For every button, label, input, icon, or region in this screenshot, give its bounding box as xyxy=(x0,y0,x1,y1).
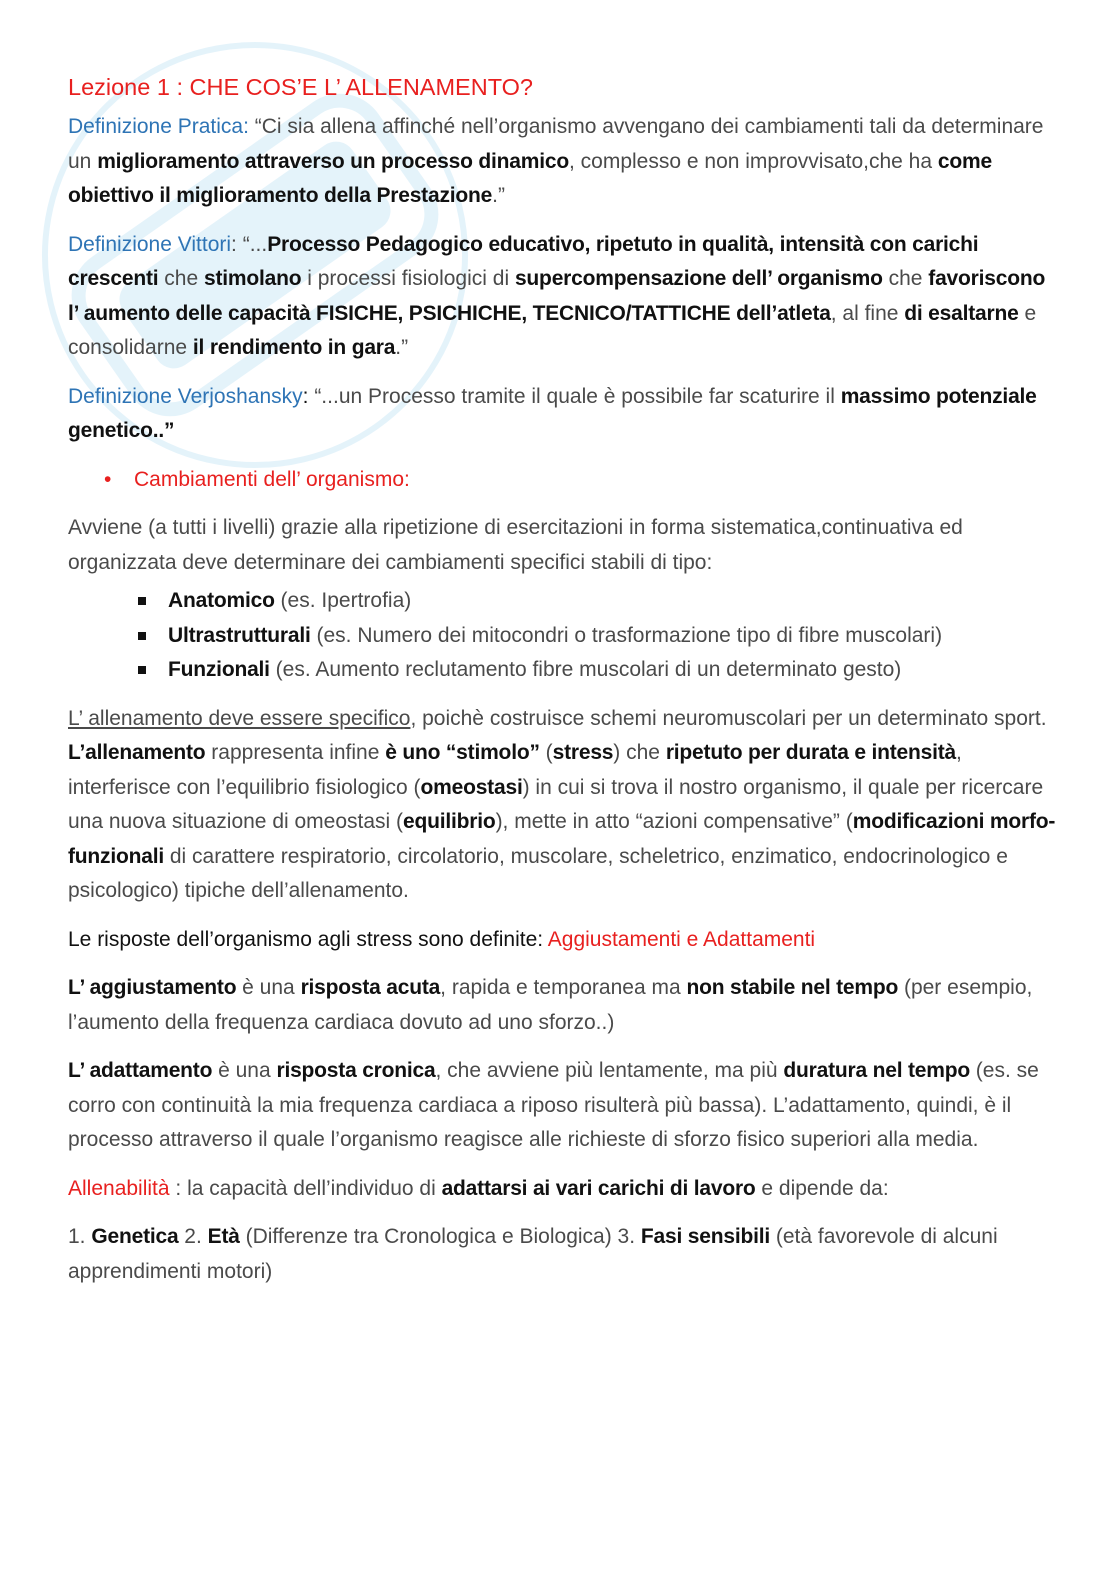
section-heading-cambiamenti xyxy=(68,463,1058,498)
text: “...un Processo tramite il quale è possibile far scaturire il xyxy=(308,384,841,408)
text: : “... xyxy=(231,232,268,256)
document-page xyxy=(68,70,1058,1303)
bold-text: duratura nel tempo xyxy=(783,1059,970,1082)
bold-text: ripetuto per durata e intensità xyxy=(665,741,956,764)
text: (per esempio, l’aumento della frequenza cardiaca dovuto ad uno sforzo..) xyxy=(68,976,1033,1034)
cambiamenti-intro: Avviene (a tutti i livelli) grazie alla ripetizione di esercitazioni in forma sistematica,continuativa ed organizzata deve determinare dei cambiamenti specifici stabili di tipo: xyxy=(68,516,963,574)
bold-text: stimolano xyxy=(203,267,302,290)
text: : xyxy=(302,384,309,408)
list-item xyxy=(168,619,1058,654)
bold-text: miglioramento attraverso un processo dinamico xyxy=(97,149,569,173)
bold-text: L’ adattamento xyxy=(68,1059,213,1082)
bold-text: risposta acuta xyxy=(300,976,441,999)
bold-text: come obiettivo il miglioramento della Prestazione xyxy=(68,149,992,207)
section-heading-text: Cambiamenti dell’ organismo: xyxy=(134,467,410,491)
list-item-term: Funzionali xyxy=(168,658,270,681)
bold-text: favoriscono l’ aumento delle capacità FISICHE, PSICHICHE, TECNICO/TATTICHE dell’atleta xyxy=(68,267,1046,325)
definition-vittori xyxy=(68,228,1058,366)
text: ), mette in atto “azioni compensative” ( xyxy=(495,810,853,833)
text: , al fine xyxy=(830,301,905,325)
cambiamenti-list xyxy=(68,584,1058,688)
risposte-paragraph xyxy=(68,923,1058,958)
text: : la capacità dell’individuo di xyxy=(169,1176,442,1200)
text: che xyxy=(882,267,929,290)
bold-text: Età xyxy=(207,1225,240,1248)
list-item xyxy=(168,584,1058,619)
bold-text: modificazioni morfo-funzionali xyxy=(68,810,1056,868)
text: (Differenze tra Cronologica e Biologica) 3. xyxy=(239,1225,641,1248)
list-item-desc: (es. Numero dei mitocondri o trasformazione tipo di fibre muscolari) xyxy=(310,623,943,647)
bold-text: omeostasi xyxy=(420,775,523,799)
bold-text: è uno “stimolo” xyxy=(385,741,540,764)
text: , poichè costruisce schemi neuromuscolari per un determinato sport. xyxy=(410,706,1047,730)
text: è una xyxy=(212,1059,277,1082)
bold-text: Fasi sensibili xyxy=(640,1225,770,1248)
underlined-text: L’ allenamento deve essere specifico xyxy=(68,706,411,730)
text: 1. xyxy=(68,1225,92,1248)
bold-text: di esaltarne xyxy=(904,301,1019,325)
allenabilita-paragraph xyxy=(68,1172,1058,1207)
bold-text: Genetica xyxy=(91,1225,179,1248)
definition-label: Definizione Vittori xyxy=(68,232,232,256)
adattamento-paragraph xyxy=(68,1054,1058,1158)
bold-text: risposta cronica xyxy=(276,1059,436,1082)
text: 2. xyxy=(178,1225,208,1248)
text: “Ci sia allena affinché nell’organismo avvengano dei cambiamenti tali da determinare un xyxy=(68,115,1044,173)
bold-text: adattarsi ai vari carichi di lavoro xyxy=(441,1176,756,1200)
specifico-paragraph xyxy=(68,702,1058,909)
text: ( xyxy=(539,741,553,764)
square-bullet-icon xyxy=(138,632,146,640)
definition-label: Definizione Pratica: xyxy=(68,115,249,138)
bold-text: stress xyxy=(552,741,614,764)
bold-text: il rendimento in gara xyxy=(192,336,396,359)
text: , complesso e non improvvisato,che ha xyxy=(569,149,938,173)
text: (età favorevole di alcuni apprendimenti motori) xyxy=(68,1225,998,1283)
text: .” xyxy=(395,336,409,359)
bold-text: massimo potenziale genetico..” xyxy=(68,384,1037,442)
text: , che avviene più lentamente, ma più xyxy=(435,1059,784,1082)
bullet-icon: • xyxy=(104,467,112,491)
text: e consolidarne xyxy=(68,301,1037,359)
text: (es. se corro con continuità la mia frequenza cardiaca a riposo risulterà più bassa). L’adattamento, quindi, è il processo attraverso il quale l’organismo reagisce alle richieste di sforzo fisico superiori alla media. xyxy=(68,1059,1039,1151)
bold-text: L’allenamento xyxy=(68,741,206,764)
text: e dipende da: xyxy=(755,1176,889,1200)
list-item-desc: (es. Ipertrofia) xyxy=(274,589,412,612)
definition-verjoshansky xyxy=(68,380,1058,449)
text: ) in cui si trova il nostro organismo, il quale per ricercare una nuova situazione di omeostasi ( xyxy=(68,775,1044,833)
aggiustamento-paragraph xyxy=(68,971,1058,1040)
text: .” xyxy=(492,184,505,207)
bold-text: Processo Pedagogico educativo, ripetuto in qualità, intensità con carichi crescenti xyxy=(68,232,979,290)
text: Le risposte dell’organismo agli stress sono definite: xyxy=(68,927,548,951)
square-bullet-icon xyxy=(138,597,146,605)
text: rappresenta infine xyxy=(205,741,386,764)
text: i processi fisiologici di xyxy=(301,267,515,290)
highlight-text: Allenabilità xyxy=(68,1176,170,1200)
square-bullet-icon xyxy=(138,666,146,674)
text: ) che xyxy=(613,741,666,764)
list-item-desc: (es. Aumento reclutamento fibre muscolari di un determinato gesto) xyxy=(269,658,902,681)
bold-text: L’ aggiustamento xyxy=(68,976,237,999)
definition-label: Definizione Verjoshansky xyxy=(68,384,303,408)
highlight-text: Aggiustamenti e Adattamenti xyxy=(547,927,816,951)
text: è una xyxy=(236,976,301,999)
text: di carattere respiratorio, circolatorio, muscolare, scheletrico, enzimatico, endocrinologico e psicologico) tipiche dell’allenamento. xyxy=(68,844,1008,902)
text: , interferisce con l’equilibrio fisiologico ( xyxy=(68,741,962,799)
definition-pratica xyxy=(68,110,1058,214)
list-item-term: Anatomico xyxy=(168,589,275,612)
bold-text: non stabile nel tempo xyxy=(686,976,899,999)
lesson-title: Lezione 1 : CHE COS’E L’ ALLENAMENTO? xyxy=(68,74,533,100)
text: che xyxy=(158,267,204,290)
fattori-paragraph xyxy=(68,1220,1058,1289)
bold-text: equilibrio xyxy=(403,810,496,833)
text: , rapida e temporanea ma xyxy=(440,976,687,999)
list-item-term: Ultrastrutturali xyxy=(168,623,311,647)
list-item xyxy=(168,653,1058,688)
bold-text: supercompensazione dell’ organismo xyxy=(514,267,883,290)
